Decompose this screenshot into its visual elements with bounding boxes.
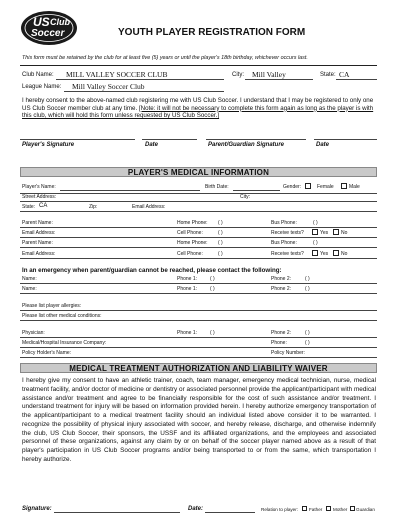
email-label-2: Email Address:	[22, 230, 56, 236]
waiver-header	[20, 363, 377, 373]
emergency-row-1-line[interactable]	[20, 283, 377, 284]
club-name-line	[56, 79, 224, 80]
bus-phone-parens-2: ( )	[313, 240, 318, 246]
waiver-signature-line[interactable]	[54, 512, 180, 513]
policy-holder-label: Policy Holder's Name:	[22, 350, 72, 356]
waiver-date-label: Date:	[188, 506, 204, 512]
physician-phone2-parens: ( )	[305, 330, 310, 336]
physician-line[interactable]	[20, 337, 377, 338]
emergency-heading: In an emergency when parent/guardian cannot be reached, please contact the following:	[22, 267, 282, 274]
city-label: City:	[232, 72, 244, 78]
email-label-3: Email Address:	[22, 251, 56, 257]
email-address-label: Email Address:	[132, 204, 166, 210]
insurance-phone-label: Phone:	[271, 340, 287, 346]
parent-name-label-1: Parent Name:	[22, 220, 53, 226]
waiver-signature-label: Signature:	[22, 506, 52, 512]
league-name-value[interactable]: Mill Valley Soccer Club	[72, 82, 145, 91]
club-name-value[interactable]: MILL VALLEY SOCCER CLUB	[66, 70, 168, 79]
guardian-checkbox[interactable]	[350, 506, 355, 511]
players-name-label: Player's Name:	[22, 184, 56, 190]
conditions-label: Please list other medical conditions:	[22, 313, 102, 319]
physician-phone2-label: Phone 2:	[271, 330, 292, 336]
receive-texts-label-1: Receive texts?	[271, 230, 304, 236]
emergency-phone2-label-1: Phone 2:	[271, 276, 292, 282]
relation-label: Relation to player:	[261, 507, 299, 512]
email-row-3-line[interactable]	[20, 258, 377, 259]
header-divider	[20, 65, 377, 66]
gender-label: Gender:	[283, 184, 302, 190]
allergies-label: Please list player allergies:	[22, 303, 82, 309]
father-label: Father	[309, 507, 323, 512]
date2-label: Date	[316, 142, 330, 148]
state-line	[336, 79, 377, 80]
player-signature-line[interactable]	[20, 139, 135, 140]
consent-note: [Note: it will not be necessary to complete this form again as long as the player is with this club, which will hold this form unless requested by US Club Soccer.]	[22, 104, 374, 120]
father-checkbox[interactable]	[302, 506, 307, 511]
waiver-title: MEDICAL TREATMENT AUTHORIZATION AND LIABILITY WAIVER	[69, 364, 328, 373]
club-name-label: Club Name:	[22, 72, 54, 78]
birth-date-line[interactable]	[233, 190, 280, 191]
male-label: Male	[349, 184, 360, 190]
female-label: Female	[317, 184, 334, 190]
home-phone-parens-2: ( )	[218, 240, 223, 246]
logo-text-soccer: Soccer	[31, 28, 65, 39]
insurance-company-label: Medical/Hospital Insurance Company:	[22, 340, 107, 346]
players-name-line[interactable]	[60, 190, 200, 191]
insurance-phone-parens: ( )	[305, 340, 310, 346]
parent-name-label-2: Parent Name:	[22, 240, 53, 246]
guardian-signature-label: Parent/Guardian Signature	[208, 142, 285, 148]
female-checkbox[interactable]	[305, 183, 311, 189]
physician-phone1-label: Phone 1:	[177, 330, 198, 336]
receive-texts-yes-checkbox-1[interactable]	[312, 229, 318, 235]
emergency-row-2-line[interactable]	[20, 293, 377, 294]
cell-phone-parens-1: ( )	[218, 230, 223, 236]
retention-notice: This form must be retained by the club for at least five (5) years or until the player's 18th birthday, whichever occurs last.	[22, 55, 308, 61]
cell-phone-label-2: Cell Phone:	[177, 251, 203, 257]
form-title: YOUTH PLAYER REGISTRATION FORM	[118, 27, 306, 38]
emergency-phone2-parens-2: ( )	[305, 286, 310, 292]
street-address-label: Street Address:	[22, 194, 57, 200]
receive-texts-yes-checkbox-2[interactable]	[312, 250, 318, 256]
zip-label: Zip:	[89, 204, 98, 210]
mother-checkbox[interactable]	[326, 506, 331, 511]
logo-text-us: US	[33, 15, 50, 29]
logo-text-club: Club	[50, 17, 70, 27]
date1-line[interactable]	[142, 139, 197, 140]
player-signature-label: Player's Signature	[22, 142, 75, 148]
emergency-phone1-parens-1: ( )	[210, 276, 215, 282]
guardian-label: Guardian	[356, 507, 375, 512]
male-checkbox[interactable]	[341, 183, 347, 189]
receive-texts-no-checkbox-1[interactable]	[333, 229, 339, 235]
consent-paragraph	[22, 97, 377, 120]
league-name-line	[64, 91, 224, 92]
league-name-label: League Name:	[22, 84, 62, 90]
receive-texts-label-2: Receive texts?	[271, 251, 304, 257]
policy-line[interactable]	[20, 357, 377, 358]
guardian-signature-line[interactable]	[206, 139, 306, 140]
city-line	[245, 79, 313, 80]
emergency-phone1-label-2: Phone 1:	[177, 286, 198, 292]
mother-label: Mother	[333, 507, 348, 512]
state-label: State:	[320, 72, 336, 78]
physician-label: Physician:	[22, 330, 45, 336]
state-value[interactable]: CA	[339, 70, 350, 79]
city-value[interactable]: Mill Valley	[252, 70, 286, 79]
date2-line[interactable]	[314, 139, 377, 140]
policy-number-label: Policy Number:	[271, 350, 305, 356]
physician-phone1-parens: ( )	[210, 330, 215, 336]
receive-texts-no-checkbox-2[interactable]	[333, 250, 339, 256]
state-label-medical: State:	[22, 204, 36, 210]
bus-phone-label-2: Bus Phone:	[271, 240, 297, 246]
medical-info-title: PLAYER'S MEDICAL INFORMATION	[127, 168, 270, 177]
home-phone-label-2: Home Phone:	[177, 240, 208, 246]
us-club-soccer-logo	[20, 10, 78, 46]
bus-phone-parens-1: ( )	[313, 220, 318, 226]
cell-phone-parens-2: ( )	[218, 251, 223, 257]
state-value-medical[interactable]: CA	[39, 203, 48, 209]
street-address-line[interactable]	[20, 201, 377, 202]
street-city-label: City:	[240, 194, 250, 200]
emergency-name-label-1: Name:	[22, 276, 37, 282]
home-phone-parens-1: ( )	[218, 220, 223, 226]
conditions-line[interactable]	[20, 320, 377, 321]
medical-info-header	[20, 167, 377, 177]
yes-label-2: Yes	[320, 251, 329, 257]
no-label-1: No	[341, 230, 348, 236]
emergency-phone2-parens-1: ( )	[305, 276, 310, 282]
email-row-2-line[interactable]	[20, 237, 377, 238]
insurance-line[interactable]	[20, 347, 377, 348]
emergency-name-label-2: Name:	[22, 286, 37, 292]
waiver-date-line[interactable]	[205, 512, 255, 513]
yes-label-1: Yes	[320, 230, 329, 236]
emergency-phone2-label-2: Phone 2:	[271, 286, 292, 292]
cell-phone-label-1: Cell Phone:	[177, 230, 203, 236]
emergency-phone1-parens-2: ( )	[210, 286, 215, 292]
row-divider	[20, 193, 377, 194]
no-label-2: No	[341, 251, 348, 257]
emergency-phone1-label-1: Phone 1:	[177, 276, 198, 282]
birth-date-label: Birth Date:	[205, 184, 229, 190]
allergies-line[interactable]	[20, 310, 377, 311]
consent-text: I hereby consent to the above-named club registering me with US Club Soccer. I understand that I may be registered to only one US Club Soccer member club at any time.	[22, 97, 374, 112]
parent-row-2-line[interactable]	[20, 247, 377, 248]
waiver-text: I hereby give my consent to have an athletic trainer, coach, team manager, emergency medical technician, nurse, medical treatment facility, and/or doctor of medicine or dentistry or associated personnel provide the applicant/participant with medical assistance and/or treatment and agree to be financially responsible for the cost of such assistance and/or treatment. I understand treatment for injury will be based on information provided herein. I hereby authorize emergency transportation of the applicant/participant to a medical treatment facility should an individual listed above consider it to be warranted. I recognize the possibility of physical injury associated with soccer, and hereby release, discharge, and otherwise indemnify the club, US Club Soccer, their sponsors, the USSF and its affiliated organizations, and the employees and associated personnel of these organizations, against any claim by or on behalf of the soccer player named above as a result of that player's participation in US Club Soccer programs and/or being transported to or from the same, which transportation I hereby authorize.	[22, 377, 376, 463]
date1-label: Date	[145, 142, 159, 148]
state-row-line[interactable]	[20, 211, 377, 212]
bus-phone-label-1: Bus Phone:	[271, 220, 297, 226]
home-phone-label-1: Home Phone:	[177, 220, 208, 226]
parent-row-1-line[interactable]	[20, 227, 377, 228]
